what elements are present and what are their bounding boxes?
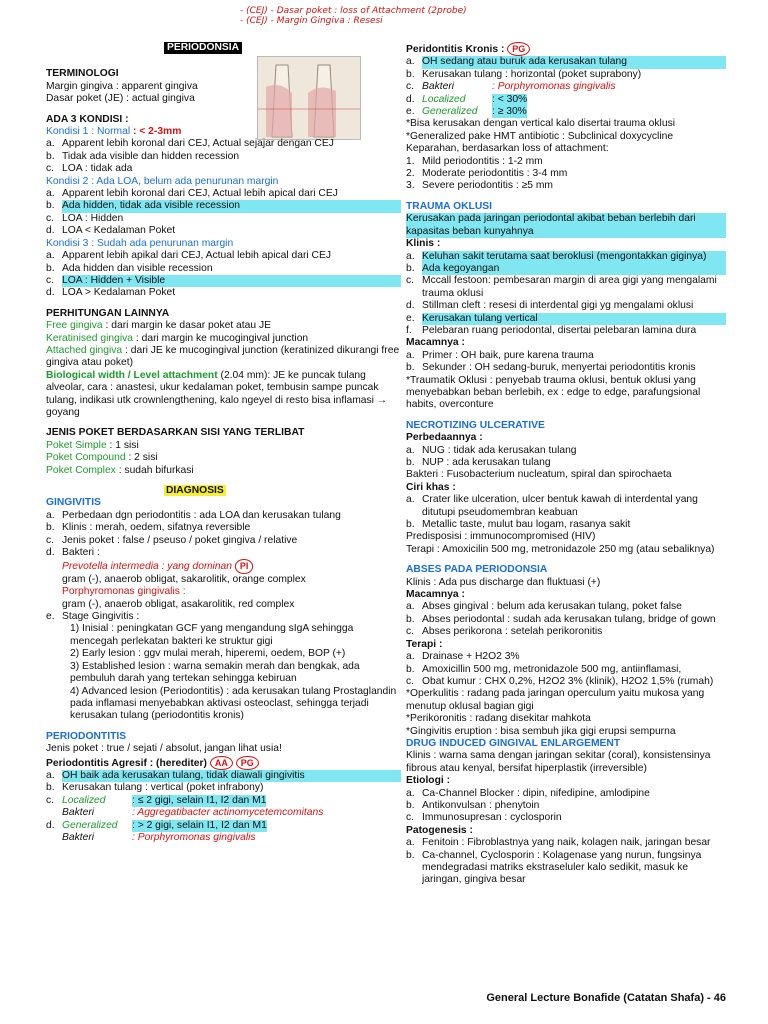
right-column: Peridontitis Kronis : PG a. OH sedang atau buruk ada kerusakan tulang b. Kerusakan tulang : horizontal (poket suprabony) c. Bakteri : Porphyromonas gingivalis d. Localized : < 30% e. Generalized : ≥ 30% *Bisa kerusakan dengan vertical kalo disertai trauma oklusi *Generalized pake HMT antibiotic : Subclinical doxycycline Keparahan, berdasarkan loss of attachment: 1. Mild periodontitis : 1-2 mm 2. Moderate periodontitis : 3-4 mm 3. Severe periodontitis : ≥5 mm TRAUMA OKLUSI Kerusakan pada jaringan periodontal akibat beban berlebih dari kapasitas beban kunyahnya Klinis : a. Keluhan sakit terutama saat beroklusi (mengontakkan giginya) b. Ada kegoyangan c. Mccall festoon: pembesaran margin di area gigi yang mengalami trauma oklusi d. Stillman cleft : resesi di interdental gigi yg mengalami oklusi e. Kerusakan tulang vertical f. Pelebaran ruang periodontal, disertai pelebaran lamina dura Macamnya : a. Primer : OH baik, pure karena trauma b. Sekunder : OH sedang-buruk, menyertai periodontitis kronis *Traumatik Oklusi : penyebab trauma oklusi, bentuk oklusi yang menyebabkan beban berlebih, ex : edge to edge, parafungsional habits, overconture NECROTIZING ULCERATIVE Perbedaannya : a. NUG : tidak ada kerusakan tulang b. NUP : ada kerusakan tulang Bakteri : Fusobacterium nucleatum, spiral dan spirochaeta Ciri khas : a. Crater like ulceration, ulcer bentuk kawah di interdental yang ditutupi pseudomembran keabuan b. Metallic taste, mulut bau logam, rasanya sakit Predisposisi : immunocompromised (HIV) Terapi : Amoxicilin 500 mg, metronidazole 250 mg (atau sebaliknya) ABSES PADA PERIODONSIA Klinis : Ada pus discharge dan fluktuasi (+) Macamnya : a. Abses gingival : belum ada kerusakan tulang, poket false b. Abses periodontal : sudah ada kerusakan tulang, bridge of gown c. Abses perikorona : setelah perikoronitis Terapi : a. Drainase + H2O2 3% b. Amoxicillin 500 mg, metronidazole 500 mg, antiinflamasi, c. Obat kumur : CHX 0,2%, H2O2 3% (klinik), H2O2 1,5% (rumah) *Operkulitis : radang pada jaringan operculum yaitu mukosa yang menutup oklusal bagian gigi *Perikoronitis : radang disekitar mahkota *Gingivitis eruption : bisa sembuh jika gigi erupsi sempurna DRUG INDUCED GINGIVAL ENLARGEMENT Klinis : warna sama dengan jaringan sekitar (coral), konsistensinya fibrous atau kenyal, bersifat hiperplastik (irreversible) Etiologi : a. Ca-Channel Blocker : dipin, nifedipine, amlodipine b. Antikonvulsan : phenytoin c. Immunosupresan : cyclosporin Patogenesis : a. Fenitoin : Fibroblastnya yang naik, kolagen naik, jaringan besar b. Ca-channel, Cyclosporin : Kolagenase yang nurun, fungsinya mendegradasi matriks ekstraseluler kalo sedikit, masuk ke jaringan, gingiva besar: [406, 0, 726, 887]
kronis-note: *Bisa kerusakan dengan vertical kalo disertai trauma oklusi: [406, 118, 676, 130]
pg-circle-annotation: PG: [236, 756, 259, 770]
free-gingiva-label: Free gingiva: [46, 320, 103, 332]
localized-text: : ≤ 2 gigi, selain I1, I2 dan M1: [132, 794, 267, 806]
diagnosis-heading: DIAGNOSIS: [166, 485, 224, 496]
abses-item: Abses periodontal : sudah ada kerusakan tulang, bridge of gown: [422, 613, 716, 625]
free-gingiva-text: : dari margin ke dasar poket atau JE: [105, 320, 271, 332]
k1-item: Apparent lebih koronal dari CEJ, Actual sejajar dengan CEJ: [62, 138, 334, 150]
kronis-generalized-value: : ≥ 30%: [492, 106, 527, 118]
abses-klinis: Klinis : Ada pus discharge dan fluktuasi (+): [406, 576, 601, 588]
severity-item: Mild periodontitis : 1-2 mm: [422, 155, 543, 167]
trauma-item: Stillman cleft : resesi di interdental gigi yg mengalami oklusi: [422, 300, 694, 312]
perikoronitis-note: *Perikoronitis : radang disekitar mahkota: [406, 713, 591, 725]
kronis-item: Kerusakan tulang : horizontal (poket suprabony): [422, 68, 642, 80]
nup-text: NUP : ada kerusakan tulang: [422, 457, 551, 468]
gingivitis-item: Perbedaan dgn periodontitis : ada LOA dan kerusakan tulang: [62, 509, 341, 521]
poket-simple-label: Poket Simple: [46, 439, 107, 451]
k2-item: Apparent lebih koronal dari CEJ, Actual lebih apical dari CEJ: [62, 188, 338, 200]
top-note-1: - (CEJ) - Dasar poket : loss of Attachment (2probe): [240, 6, 467, 16]
necrotizing-terapi: Terapi : Amoxicilin 500 mg, metronidazole 250 mg (atau sebaliknya): [406, 543, 715, 555]
poket-simple-text: : 1 sisi: [109, 439, 139, 451]
bakteri-localized: : Aggregatibacter actinomycetemcomitans: [132, 807, 324, 819]
drug-klinis: Klinis : warna sama dengan jaringan sekitar (coral), konsistensinya fibrous atau kenyal, bersifat hiperplastik (irreversible): [406, 750, 711, 774]
abses-item: Abses gingival : belum ada kerusakan tulang, poket false: [422, 601, 682, 613]
macamnya-label: Macamnya :: [406, 337, 465, 349]
porphyromonas-text: Porphyromonas gingivalis :: [62, 586, 186, 598]
severity-item: Moderate periodontitis : 3-4 mm: [422, 168, 568, 180]
necrotizing-bakteri: Bakteri : Fusobacterium nucleatum, spiral dan spirochaeta: [406, 469, 672, 481]
severity-item: Severe periodontitis : ≥5 mm: [422, 180, 553, 192]
stage-item: 1) Inisial : peningkatan GCF yang mengandung sIgA sehingga mencegah perlekatan bakteri ke struktur gigi: [70, 623, 354, 647]
page-footer: General Lecture Bonafide (Catatan Shafa) - 46: [486, 992, 726, 1004]
etiologi-item: Antikonvulsan : phenytoin: [422, 799, 540, 811]
terapi-item: Amoxicillin 500 mg, metronidazole 500 mg, antiinflamasi,: [422, 663, 682, 675]
ciri-khas-label: Ciri khas :: [406, 481, 456, 493]
kondisi-1-note: : < 2-3mm: [133, 126, 182, 138]
etiologi-label: Etiologi :: [406, 775, 451, 787]
perbedaannya-label: Perbedaannya :: [406, 432, 483, 444]
k2-item: LOA < Kedalaman Poket: [62, 225, 176, 237]
kondisi-2-label: Kondisi 2 : Ada LOA, belum ada penurunan margin: [46, 175, 279, 187]
bakteri-label: Bakteri: [62, 831, 95, 843]
bakteri-generalized: : Porphyromonas gingivalis: [132, 831, 256, 843]
gingivitis-heading: GINGIVITIS: [46, 497, 101, 509]
abses-item: Abses perikorona : setelah perikoronitis: [422, 626, 603, 638]
jenis-poket-heading: JENIS POKET BERDASARKAN SISI YANG TERLIBAT: [46, 427, 305, 439]
terapi-label: Terapi :: [406, 638, 443, 650]
attached-label: Attached gingiva: [46, 344, 123, 356]
etiologi-item: Immunosupresan : cyclosporin: [422, 812, 562, 824]
stage-heading: Stage Gingivitis :: [62, 611, 140, 623]
biological-width-text: (2.04 mm): JE ke puncak tulang alveolar, cara : anastesi, ukur kedalaman poket, tembusin sampe puncak tulang, indikasi utk crownlengthening, kalo ngeyel di resto bisa inflamasi → goyang: [46, 369, 388, 418]
kronis-note: *Generalized pake HMT antibiotic : Subclinical doxycycline: [406, 130, 674, 142]
poket-complex-text: : sudah bifurkasi: [118, 464, 194, 476]
k2-item: Ada hidden, tidak ada visible recession: [62, 200, 401, 212]
stage-item: 3) Established lesion : warna semakin merah dan bengkak, ada pembuluh darah yang tertekan sehingga kebiruan: [70, 660, 360, 685]
poket-compound-label: Poket Compound: [46, 452, 126, 464]
term-line-1: Margin gingiva : apparent gingiva: [46, 80, 198, 92]
patogenesis-item: Ca-channel, Cyclosporin : Kolagenase yang nurun, fungsinya mendegradasi matriks ekstraseluler kalo sedikit, masuk ke jaringan, gingiva besar: [422, 849, 702, 886]
ciri-item: Metallic taste, mulut bau logam, rasanya sakit: [422, 519, 631, 531]
trauma-item: Ada kegoyangan: [422, 263, 726, 275]
gingivitis-item: Klinis : merah, oedem, sifatnya reversible: [62, 522, 251, 534]
gram-neg-1: gram (-), anaerob obligat, sakarolitik, orange complex: [62, 573, 306, 585]
attached-text: : dari JE ke mucogingival junction (keratinized dikurangi free gingiva atau poket): [46, 344, 400, 369]
agresif-heading: Periodontitis Agresif : (herediter): [46, 757, 207, 769]
primer-text: Primer : OH baik, pure karena trauma: [422, 349, 594, 361]
generalized-label: Generalized: [62, 819, 118, 831]
kronis-bakteri-value: : Porphyromonas gingivalis: [492, 81, 616, 93]
predisposisi-text: Predisposisi : immunocompromised (HIV): [406, 531, 596, 543]
pg-circle-annotation: PG: [507, 42, 530, 56]
agresif-item: OH baik ada kerusakan tulang, tidak diawali gingivitis: [62, 770, 401, 782]
pi-circle-annotation: PI: [235, 559, 254, 573]
poket-compound-text: : 2 sisi: [128, 452, 158, 464]
patogenesis-item: Fenitoin : Fibroblastnya yang naik, kolagen naik, jaringan besar: [422, 837, 711, 849]
generalized-text: : > 2 gigi, selain I1, I2 dan M1: [132, 819, 267, 831]
gingivitis-item: Jenis poket : false / pseuso / poket gingiva / relative: [62, 534, 298, 546]
k3-item: LOA : Hidden + Visible: [62, 275, 401, 287]
gingivitis-item: Bakteri :: [62, 547, 100, 559]
poket-complex-label: Poket Complex: [46, 464, 116, 476]
aa-circle-annotation: AA: [210, 756, 233, 770]
top-note-2: - (CEJ) - Margin Gingiva : Resesi: [240, 16, 383, 26]
traumatik-note: *Traumatik Oklusi : penyebab trauma oklusi, bentuk oklusi yang menyebabkan beban berlebih, ex : edge to edge, parafungsional habits, overconture: [406, 374, 701, 411]
trauma-klinis-label: Klinis :: [406, 238, 441, 250]
trauma-item: Kerusakan tulang vertical: [422, 313, 726, 325]
k1-item: Tidak ada visible dan hidden recession: [62, 150, 240, 162]
kondisi-3-label: Kondisi 3 : Sudah ada penurunan margin: [46, 237, 234, 249]
sekunder-text: Sekunder : OH sedang-buruk, menyertai periodontitis kronis: [422, 362, 696, 374]
stage-item: 2) Early lesion : ggv mulai merah, hiperemi, oedem, BOP (+): [70, 648, 346, 660]
terminologi-heading: TERMINOLOGI: [46, 68, 119, 80]
bakteri-label: Bakteri: [62, 807, 95, 819]
kronis-generalized-label: Generalized: [422, 106, 478, 118]
biological-width-label: Biological width / Level attachment: [46, 369, 218, 381]
drug-induced-heading: DRUG INDUCED GINGIVAL ENLARGEMENT: [406, 737, 621, 749]
k3-item: Ada hidden dan visible recession: [62, 262, 213, 274]
operkulitis-note: *Operkulitis : radang pada jaringan operculum yaitu mukosa yang menutup oklusal bagian gigi: [406, 688, 705, 712]
trauma-item: Keluhan sakit terutama saat beroklusi (mengontakkan giginya): [422, 251, 726, 263]
perhitungan-heading: PERHITUNGAN LAINNYA: [46, 307, 170, 319]
etiologi-item: Ca-Channel Blocker : dipin, nifedipine, amlodipine: [422, 787, 650, 799]
keparahan-heading: Keparahan, berdasarkan loss of attachment:: [406, 143, 609, 155]
periodontitis-heading: PERIODONTITIS: [46, 730, 127, 742]
agresif-item: Kerusakan tulang : vertical (poket infrabony): [62, 782, 264, 794]
abses-macamnya-label: Macamnya :: [406, 589, 465, 601]
trauma-item: Pelebaran ruang periodontal, disertai pelebaran lamina dura: [422, 324, 697, 336]
k1-item: LOA : tidak ada: [62, 163, 133, 175]
ciri-item: Crater like ulceration, ulcer bentuk kawah di interdental yang ditutupi pseudomembran keabuan: [422, 494, 698, 518]
terapi-item: Drainase + H2O2 3%: [422, 651, 520, 663]
page-title: PERIODONSIA: [164, 42, 242, 54]
abses-heading: ABSES PADA PERIODONSIA: [406, 564, 548, 576]
left-column: PERIODONSIA TERMINOLOGI Margin gingiva : apparent gingiva Dasar poket (JE) : actual gingiva ADA 3 KONDISI : Kondisi 1 : Normal : < 2-3mm a. Apparent lebih koronal dari CEJ, Actual sejajar dengan CEJ b. Tidak ada visible dan hidden recession c. LOA : tidak ada Kondisi 2 : Ada LOA, belum ada penurunan margin a. Apparent lebih koronal dari CEJ, Actual lebih apical dari CEJ b. Ada hidden, tidak ada visible recession c. LOA : Hidden d. LOA < Kedalaman Poket Kondisi 3 : Sudah ada penurunan margin a. Apparent lebih apikal dari CEJ, Actual lebih apical dari CEJ b. Ada hidden dan visible recession c. LOA : Hidden + Visible d. LOA > Kedalaman Poket PERHITUNGAN LAINNYA Free gingiva : dari margin ke dasar poket atau JE Keratinised gingiva : dari margin ke mucogingival junction Attached gingiva : dari JE ke mucogingival junction (keratinized dikurangi free gingiva atau poket) Biological width / Level attachment (2.04 mm): JE ke puncak tulang alveolar, cara : anastesi, ukur kedalaman poket, tembusin sampe puncak tulang, indikasi utk crownlengthening, kalo ngeyel di resto bisa inflamasi → goyang JENIS POKET BERDASARKAN SISI YANG TERLIBAT Poket Simple : 1 sisi Poket Compound : 2 sisi Poket Complex : sudah bifurkasi DIAGNOSIS GINGIVITIS a. Perbedaan dgn periodontitis : ada LOA dan kerusakan tulang b. Klinis : merah, oedem, sifatnya reversible c. Jenis poket : false / pseuso / poket gingiva / relative d. Bakteri : Prevotella intermedia : yang dominan PI gram (-), anaerob obligat, sakarolitik, orange complex Porphyromonas gingivalis : gram (-), anaerob obligat, asakarolitik, red complex e. Stage Gingivitis : 1) Inisial : peningkatan GCF yang mengandung sIgA sehingga mencegah perlekatan bakteri ke struktur gigi 2) Early lesion : ggv mulai merah, hiperemi, oedem, BOP (+) 3) Established lesion : warna semakin merah dan bengkak, ada pembuluh darah yang tertekan sehingga kebiruan 4) Advanced lesion (Periodontitis) : ada kerusakan tulang Prostaglandin pada inflamasi menyebabkan aktivasi osteoclast, sehingga terjadi kerusakan tulang (periodontitis kronis) PERIODONTITIS Jenis poket : true / sejati / absolut, jangan lihat usia! Periodontitis Agresif : (herediter) AA PG a. OH baik ada kerusakan tulang, tidak diawali gingivitis b. Kerusakan tulang : vertical (poket infrabony) c. Localized : ≤ 2 gigi, selain I1, I2 dan M1 Bakteri : Aggregatibacter actinomycetemcomitans d. Generalized : > 2 gigi, selain I1, I2 dan M1 Bakteri : Porphyromonas gingivalis: [46, 42, 400, 843]
gram-neg-2: gram (-), anaerob obligat, asakarolitik, red complex: [62, 598, 295, 610]
prevotella-text: Prevotella intermedia : yang dominan: [62, 561, 232, 573]
k3-item: LOA > Kedalaman Poket: [62, 287, 176, 299]
kronis-heading: Peridontitis Kronis :: [406, 44, 505, 55]
patogenesis-label: Patogenesis :: [406, 824, 473, 836]
trauma-oklusi-desc: Kerusakan pada jaringan periodontal akibat beban berlebih dari kapasitas beban kunyahnya: [406, 213, 726, 238]
kronis-localized-label: Localized: [422, 93, 466, 105]
gingivitis-eruption-note: *Gingivitis eruption : bisa sembuh jika gigi erupsi sempurna: [406, 725, 676, 737]
kronis-item: OH sedang atau buruk ada kerusakan tulang: [422, 56, 726, 68]
k3-item: Apparent lebih apikal dari CEJ, Actual lebih apical dari CEJ: [62, 250, 332, 262]
trauma-item: Mccall festoon: pembesaran margin di area gigi yang mengalami trauma oklusi: [422, 275, 717, 299]
stage-item: 4) Advanced lesion (Periodontitis) : ada kerusakan tulang Prostaglandin pada inflamasi menyebabkan aktivasi osteoclast, sehingga terjadi kerusakan tulang (periodontitis kronis): [70, 685, 397, 722]
kondisi-1-label: Kondisi 1 : Normal: [46, 126, 131, 138]
necrotizing-heading: NECROTIZING ULCERATIVE: [406, 419, 545, 431]
trauma-oklusi-heading: TRAUMA OKLUSI: [406, 200, 492, 212]
term-line-2: Dasar poket (JE) : actual gingiva: [46, 93, 195, 105]
kondisi-heading: ADA 3 KONDISI :: [46, 113, 129, 125]
localized-label: Localized: [62, 794, 106, 806]
keratinised-text: : dari margin ke mucogingival junction: [135, 332, 309, 344]
keratinised-label: Keratinised gingiva: [46, 332, 134, 344]
periodontitis-poket: Jenis poket : true / sejati / absolut, jangan lihat usia!: [46, 743, 282, 755]
nug-text: NUG : tidak ada kerusakan tulang: [422, 444, 577, 456]
kronis-localized-value: : < 30%: [492, 93, 528, 105]
k2-item: LOA : Hidden: [62, 212, 124, 224]
terapi-item: Obat kumur : CHX 0,2%, H2O2 3% (klinik), H2O2 1,5% (rumah): [422, 675, 714, 687]
kronis-bakteri-label: Bakteri: [422, 81, 455, 93]
